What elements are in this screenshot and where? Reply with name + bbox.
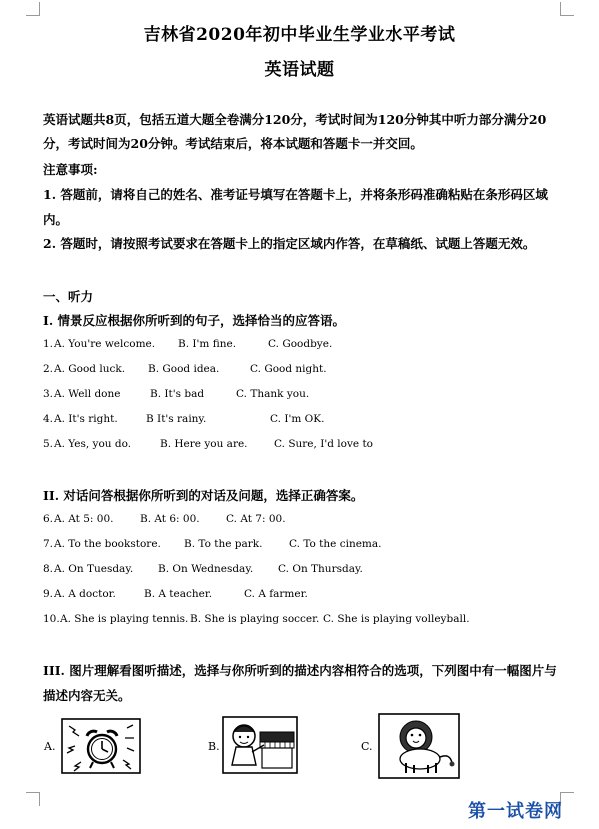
question-number: 2.	[43, 363, 54, 375]
lion-picture	[378, 713, 460, 783]
question-row	[43, 513, 53, 525]
option-b: B. At 6: 00.	[140, 513, 200, 525]
option-a: A. Good luck.	[54, 363, 126, 375]
option-c: C. Good night.	[250, 363, 327, 375]
question-number: 4.	[43, 413, 54, 425]
alarm-clock-picture	[61, 718, 141, 778]
option-b: B. A teacher.	[144, 588, 213, 600]
option-a: A. A doctor.	[54, 588, 116, 600]
option-c: C. Thank you.	[236, 388, 310, 400]
option-b: B. Good idea.	[148, 363, 220, 375]
option-c: C. She is playing volleyball.	[323, 613, 470, 625]
part-3-title-line-2: 描述内容无关。	[43, 688, 131, 703]
question-row	[43, 588, 53, 600]
question-number: 1.	[43, 338, 54, 350]
option-c: C. On Thursday.	[278, 563, 363, 575]
intro-line-1: 英语试题共8页，包括五道大题全卷满分120分，考试时间为120分钟其中听力部分满分20	[43, 112, 547, 127]
option-b: B. To the park.	[184, 538, 263, 550]
crop-mark-bottom-left	[26, 792, 40, 806]
question-row	[43, 538, 53, 550]
exam-title: 吉林省2020年初中毕业生学业水平考试	[143, 25, 456, 45]
question-number: 5.	[43, 438, 54, 450]
option-c: C. To the cinema.	[289, 538, 382, 550]
option-c: C. Goodbye.	[268, 338, 333, 350]
question-row	[43, 338, 53, 350]
crop-mark-top-left	[26, 2, 40, 16]
option-b: B. It's bad	[150, 388, 205, 400]
notice-title: 注意事项:	[43, 162, 98, 177]
part-1-title: I. 情景反应根据你所听到的句子，选择恰当的应答语。	[43, 313, 346, 328]
intro-line-2: 分，考试时间为20分钟。考试结束后，将本试题和答题卡一并交回。	[43, 136, 423, 151]
question-row	[43, 413, 53, 425]
option-b: B. She is playing soccer.	[190, 613, 320, 625]
picture-c-label: C.	[361, 740, 373, 753]
question-number: 7.	[43, 538, 54, 550]
question-row	[43, 613, 60, 625]
option-b: B. Here you are.	[160, 438, 248, 450]
note-2: 2. 答题时，请按照考试要求在答题卡上的指定区域内作答，在草稿纸、试题上答题无效。	[43, 236, 536, 251]
option-a: A. To the bookstore.	[54, 538, 161, 550]
picture-a-label: A.	[44, 740, 56, 753]
option-a: A. Yes, you do.	[54, 438, 132, 450]
picture-b-label: B.	[208, 740, 220, 753]
exam-subtitle: 英语试题	[264, 60, 335, 80]
watermark-logo: 第一试卷网	[468, 801, 563, 822]
crop-mark-top-right	[560, 2, 574, 16]
section-listening-title: 一、听力	[43, 289, 94, 304]
option-b: B It's rainy.	[146, 413, 207, 425]
option-c: C. At 7: 00.	[226, 513, 286, 525]
question-row	[43, 563, 53, 575]
option-a: A. At 5: 00.	[54, 513, 114, 525]
question-row	[43, 363, 53, 375]
option-b: B. On Wednesday.	[158, 563, 254, 575]
question-number: 3.	[43, 388, 54, 400]
option-a: A. You're welcome.	[54, 338, 156, 350]
option-c: C. I'm OK.	[270, 413, 325, 425]
option-a: A. On Tuesday.	[54, 563, 134, 575]
option-c: C. Sure, I'd love to	[274, 438, 373, 450]
option-c: C. A farmer.	[244, 588, 308, 600]
boy-at-piano-picture	[222, 716, 298, 778]
option-a: A. It's right.	[54, 413, 118, 425]
note-1-line-2: 内。	[43, 212, 69, 227]
note-1-line-1: 1. 答题前，请将自己的姓名、准考证号填写在答题卡上，并将条形码准确粘贴在条形码区域	[43, 187, 548, 202]
question-row	[43, 438, 53, 450]
question-number: 10.	[43, 613, 60, 625]
option-a: A. She is playing tennis.	[60, 613, 189, 625]
part-2-title: II. 对话问答根据你所听到的对话及问题，选择正确答案。	[43, 488, 364, 503]
option-b: B. I'm fine.	[178, 338, 237, 350]
question-number: 9.	[43, 588, 54, 600]
question-number: 8.	[43, 563, 54, 575]
option-a: A. Well done	[54, 388, 121, 400]
part-3-title-line-1: III. 图片理解看图听描述，选择与你所听到的描述内容相符合的选项，下列图中有一幅图片与	[43, 663, 557, 678]
question-number: 6.	[43, 513, 54, 525]
question-row	[43, 388, 53, 400]
